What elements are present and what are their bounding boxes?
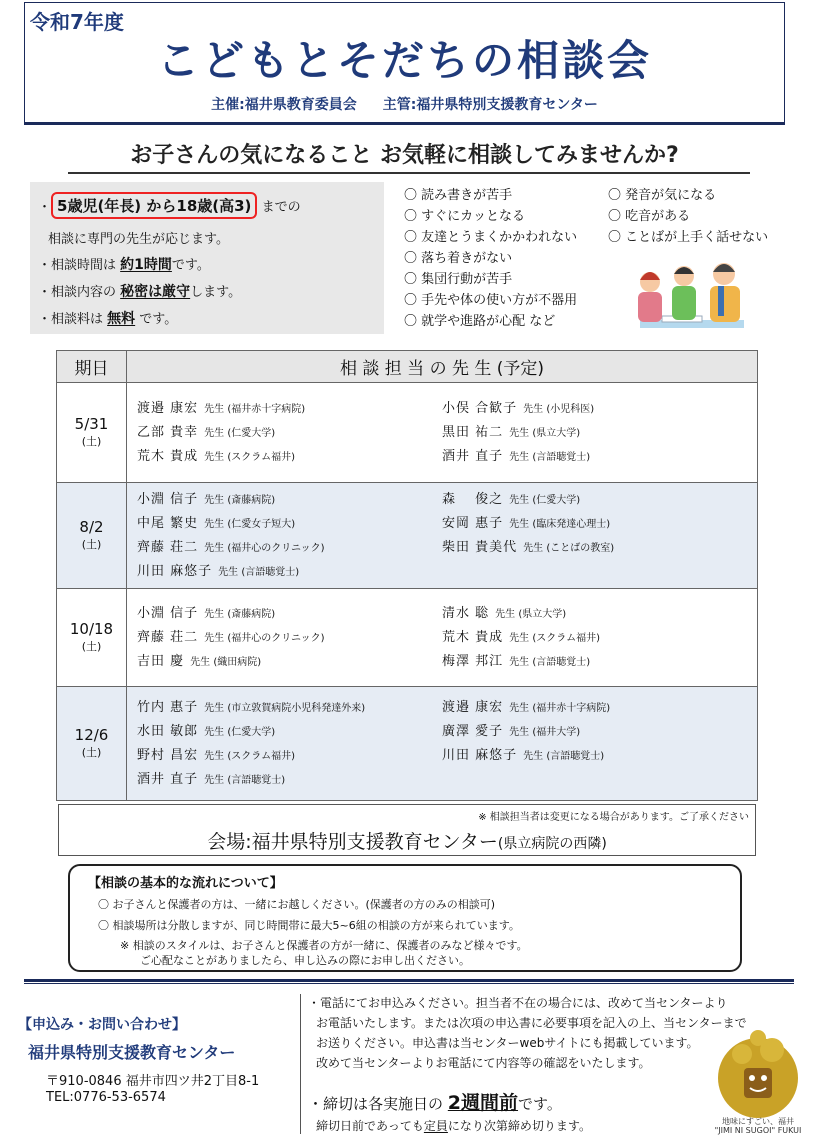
col-header-date: 期日 [57,351,127,383]
intro-box [30,182,384,334]
teacher-affiliation: 先生 (臨床発達心理士) [509,518,611,530]
teacher-affiliation: 先生 (市立敦賀病院小児科発達外来) [204,702,366,714]
teacher-cell [127,483,758,589]
deadline-prefix: ・締切は各実施日の [308,1095,444,1113]
teacher-name: 安岡 惠子 [442,515,504,531]
apply-text: ・電話にてお申込みください。担当者不在の場合には、改めて当センターより [308,996,728,1010]
intro-age-line: ・ 5歳児(年長) から18歳(高3) までの [38,192,301,219]
teacher-name: 齊藤 荘二 [137,539,199,555]
teacher-entry [442,697,757,719]
teacher-name: 中尾 繁史 [137,515,199,531]
teacher-entry [442,446,757,468]
day-of-week: (土) [81,639,102,653]
fukui-mascot-logo [712,1024,804,1120]
family-consultation-illustration [632,258,752,350]
teacher-affiliation: 先生 (仁愛女子短大) [204,518,296,530]
fee-suffix: です。 [139,312,178,327]
teacher-affiliation: 先生 (福井赤十字病院) [509,702,611,714]
teacher-entry [442,489,757,511]
teacher-name: 川田 麻悠子 [137,563,213,579]
age-range-highlight: 5歳児(年長) から18歳(高3) [51,192,257,219]
concern-item: 〇 手先や体の使い方が不器用 [404,293,578,308]
organizer-text: 主管:福井県特別支援教育センター [382,97,598,113]
teacher-name: 吉田 慶 [137,653,185,669]
venue-text [59,827,755,854]
flow-title: 【相談の基本的な流れについて】 [88,876,283,891]
teacher-name: 廣澤 愛子 [442,723,504,739]
footer-rule-thin [24,983,794,984]
contact-address: 〒910-0846 福井市四ツ井2丁目8-1 [46,1074,260,1089]
venue-label: 会場:福井県特別支援教育センター [207,831,498,853]
teacher-name: 森 俊之 [442,491,504,507]
teacher-affiliation: 先生 (言語聴覚士) [509,451,591,463]
teacher-cell [127,383,758,483]
fee-prefix: ・相談料は [38,312,104,327]
day-of-week: (土) [81,745,102,759]
teacher-entry [137,446,442,468]
secret-suffix: します。 [190,285,242,300]
session-date [57,687,127,801]
teacher-entry [442,422,757,444]
teacher-entry [137,513,442,535]
teacher-entry [137,603,442,625]
teacher-affiliation: 先生 (小児科医) [523,403,595,415]
concern-item: 〇 吃音がある [608,209,691,224]
teacher-name: 荒木 貴成 [137,448,199,464]
intro-time-line [38,254,210,274]
teacher-entry [137,721,442,743]
teacher-name: 渡邉 康宏 [442,699,504,715]
concern-item: 〇 発音が気になる [608,188,717,203]
sponsor-text: 主催:福井県教育委員会 [211,97,357,113]
teacher-affiliation: 先生 (仁愛大学) [509,494,581,506]
teacher-affiliation: 先生 (スクラム福井) [204,451,296,463]
flow-line: 〇 お子さんと保護者の方は、一緒にお越しください。(保護者の方のみの相談可) [98,898,496,911]
teacher-affiliation: 先生 (織田病院) [190,656,262,668]
teacher-name: 小淵 信子 [137,491,199,507]
teacher-name: 梅澤 邦江 [442,653,504,669]
teacher-entry [137,769,442,791]
teacher-affiliation: 先生 (県立大学) [495,608,567,620]
apply-text: お送りください。申込書は当センターwebサイトにも掲載しています。 [316,1036,699,1050]
teacher-affiliation: 先生 (福井心のクリニック) [204,542,325,554]
teacher-entry [137,489,442,511]
time-suffix: です。 [171,258,210,273]
teacher-name: 黒田 祐二 [442,424,504,440]
teacher-entry [137,697,442,719]
deadline-note-prefix: 締切日前であっても [316,1119,424,1133]
teacher-name: 酒井 直子 [137,771,199,787]
mascot-caption-jp: 地味にすごい、福井 [722,1117,794,1126]
date-value: 8/2 [79,517,104,536]
teacher-name: 渡邉 康宏 [137,400,199,416]
teacher-affiliation: 先生 (スクラム福井) [204,750,296,762]
teacher-entry [442,745,757,767]
teacher-name: 水田 敏郎 [137,723,199,739]
session-date [57,383,127,483]
schedule-table [56,350,758,801]
teacher-name: 齊藤 荘二 [137,629,199,645]
concern-item: 〇 落ち着きがない [404,251,513,266]
organizers [24,94,785,114]
flow-line: ご心配なことがありましたら、申し込みの際にお申し出ください。 [140,954,470,967]
day-of-week: (土) [81,434,102,448]
teacher-affiliation: 先生 (言語聴覚士) [218,566,300,578]
teacher-affiliation: 先生 (斎藤病院) [204,608,276,620]
deadline-note-value: 定員 [423,1119,448,1133]
flow-box [68,864,742,972]
teacher-affiliation: 先生 (言語聴覚士) [523,750,605,762]
age-suffix: までの [261,200,301,215]
deadline [308,1088,562,1115]
concern-item: 〇 就学や進路が心配 など [404,314,556,329]
concern-item: 〇 読み書きが苦手 [404,188,513,203]
teacher-affiliation: 先生 (ことばの教室) [523,542,615,554]
teacher-affiliation: 先生 (スクラム福井) [509,632,601,644]
teacher-name: 竹内 惠子 [137,699,199,715]
apply-text: 改めて当センターよりお電話にて内容等の確認をいたします。 [316,1056,651,1070]
table-row [57,589,758,687]
teacher-entry [137,651,442,673]
intro-line-1b: 相談に専門の先生が応じます。 [48,232,229,247]
contact-tel[interactable]: TEL:0776-53-6574 [46,1090,166,1105]
contact-org: 福井県特別支援教育センター [28,1043,236,1062]
time-value: 約1時間 [120,257,172,273]
contact-heading: 【申込み・お問い合わせ】 [18,1017,186,1033]
teacher-name: 荒木 貴成 [442,629,504,645]
apply-text: お電話いたします。または次項の申込書に必要事項を記入の上、当センターまで [316,1016,747,1030]
flow-line: 〇 相談場所は分散しますが、同じ時間帯に最大5~6組の相談の方が来られています。 [98,919,520,932]
teacher-affiliation: 先生 (仁愛大学) [204,427,276,439]
teacher-affiliation: 先生 (言語聴覚士) [204,774,286,786]
teacher-affiliation: 先生 (言語聴覚士) [509,656,591,668]
teacher-name: 小俣 合歓子 [442,400,518,416]
teacher-entry [137,537,442,559]
teacher-entry [137,422,442,444]
mascot-caption-en: "JIMI NI SUGOI" FUKUI [714,1126,802,1135]
footer-rule [24,979,794,982]
col-header-teachers: 相 談 担 当 の 先 生 (予定) [127,351,758,383]
teacher-name: 清水 聡 [442,605,490,621]
teacher-entry [137,561,442,583]
concern-item: 〇 ことばが上手く話せない [608,230,769,245]
table-row [57,483,758,589]
deadline-note-suffix: になり次第締め切ります。 [447,1119,591,1133]
teacher-entry [442,603,757,625]
header-rule [24,122,785,125]
intro-secret-line [38,281,241,301]
teacher-cell [127,687,758,801]
deadline-note [316,1117,591,1134]
teacher-affiliation: 先生 (県立大学) [509,427,581,439]
teacher-affiliation: 先生 (福井心のクリニック) [204,632,325,644]
teacher-entry [442,627,757,649]
secret-value: 秘密は厳守 [120,284,191,300]
teacher-affiliation: 先生 (福井赤十字病院) [204,403,306,415]
venue-sub: (県立病院の西隣) [497,836,607,852]
teacher-name: 小淵 信子 [137,605,199,621]
teacher-entry [442,398,757,420]
teacher-entry [137,745,442,767]
concern-item: 〇 集団行動が苦手 [404,272,513,287]
table-row [57,383,758,483]
teacher-entry [442,721,757,743]
tagline-underline [68,172,750,174]
teacher-name: 川田 麻悠子 [442,747,518,763]
teacher-entry [442,537,757,559]
deadline-value: 2週間前 [447,1092,519,1114]
concern-item: 〇 友達とうまくかかわれない [404,230,578,245]
venue-note: ※ 相談担当者は変更になる場合があります。ご了承ください [478,812,749,823]
session-date [57,483,127,589]
venue-box [58,804,756,856]
contact-divider [300,994,301,1134]
teacher-name: 乙部 貴幸 [137,424,199,440]
teacher-affiliation: 先生 (斎藤病院) [204,494,276,506]
teacher-entry [442,651,757,673]
teacher-entry [137,627,442,649]
date-value: 10/18 [69,619,114,638]
intro-fee-line [38,308,177,328]
session-date [57,589,127,687]
deadline-suffix: です。 [518,1095,562,1113]
table-row [57,687,758,801]
page-title: こどもとそだちの相談会 [156,36,652,85]
flow-line: ※ 相談のスタイルは、お子さんと保護者の方が一緒に、保護者のみなど様々です。 [120,939,528,952]
concern-item: 〇 すぐにカッとなる [404,209,526,224]
date-value: 12/6 [74,725,109,744]
secret-prefix: ・相談内容の [38,285,117,300]
teacher-entry [442,513,757,535]
teacher-name: 酒井 直子 [442,448,504,464]
time-prefix: ・相談時間は [38,258,117,273]
teacher-affiliation: 先生 (福井大学) [509,726,581,738]
teacher-name: 柴田 貴美代 [442,539,518,555]
teacher-name: 野村 昌宏 [137,747,199,763]
date-value: 5/31 [74,414,109,433]
fiscal-year: 令和7年度 [30,10,124,34]
fee-value: 無料 [107,311,136,327]
teacher-entry [137,398,442,420]
teacher-affiliation: 先生 (仁愛大学) [204,726,276,738]
teacher-cell [127,589,758,687]
day-of-week: (土) [81,537,102,551]
tagline: お子さんの気になること お気軽に相談してみませんか? [130,143,679,168]
mascot-caption [706,1117,810,1135]
